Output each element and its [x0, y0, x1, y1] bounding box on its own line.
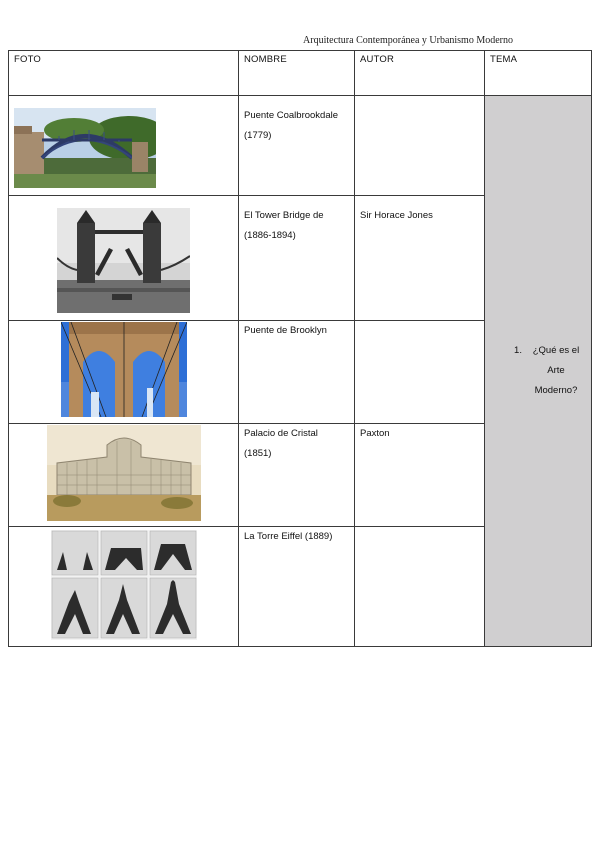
brooklyn-bridge-photo: [61, 322, 187, 417]
autor-cell: [355, 527, 485, 647]
photo-cell: [9, 196, 239, 321]
autor-cell: Paxton: [355, 424, 485, 527]
running-header: Arquitectura Contemporánea y Urbanismo Moderno: [303, 35, 513, 46]
header-autor: AUTOR: [355, 51, 485, 96]
tema-line: Moderno?: [534, 385, 578, 396]
tema-cell: [485, 96, 592, 647]
tema-number: 1.: [514, 345, 522, 356]
tema-line: ¿Qué es el: [532, 345, 580, 356]
nombre-year: (1851): [244, 448, 272, 459]
nombre-cell: [239, 196, 355, 321]
eiffel-tower-construction-photo: [51, 530, 197, 640]
nombre-text: Puente Coalbrookdale: [244, 110, 339, 121]
nombre-cell: [239, 424, 355, 527]
nombre-year: (1886-1894): [244, 230, 296, 241]
autor-cell: [355, 321, 485, 424]
nombre-year: (1779): [244, 130, 272, 141]
table-row: [9, 96, 592, 196]
table-header-row: [9, 51, 592, 96]
nombre-text: Palacio de Cristal: [244, 428, 318, 439]
header-nombre: NOMBRE: [239, 51, 355, 96]
tema-line: Arte: [547, 365, 565, 376]
photo-cell: [9, 424, 239, 527]
autor-cell: Sir Horace Jones: [355, 196, 485, 321]
header-tema: TEMA: [485, 51, 592, 96]
nombre-cell: [239, 96, 355, 196]
header-foto: FOTO: [9, 51, 239, 96]
nombre-cell: [239, 321, 355, 424]
photo-cell: [9, 527, 239, 647]
photo-cell: [9, 96, 239, 196]
autor-cell: [355, 96, 485, 196]
tower-bridge-photo: [57, 208, 190, 313]
coalbrookdale-bridge-photo: [14, 108, 156, 188]
nombre-cell: [239, 527, 355, 647]
nombre-text: La Torre Eiffel (1889): [244, 531, 333, 542]
architecture-table: [8, 50, 592, 647]
nombre-text: Puente de Brooklyn: [244, 325, 327, 336]
nombre-text: El Tower Bridge de: [244, 210, 324, 221]
crystal-palace-photo: [47, 425, 201, 521]
photo-cell: [9, 321, 239, 424]
